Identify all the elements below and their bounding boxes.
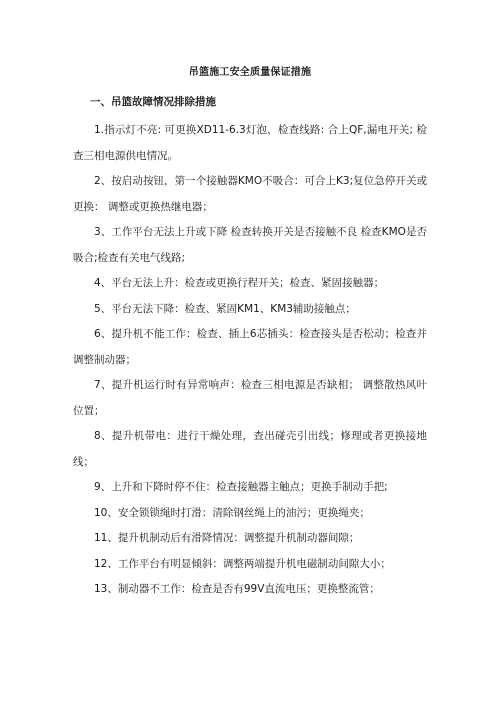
list-item: 3、工作平台无法上升或下降 检查转换开关是否接触不良 检查KMO是否吸合;检查有关电气线路;: [73, 226, 427, 264]
section-heading: 一、吊篮故障情况排除措施: [90, 96, 216, 108]
list-item: 7、提升机运行时有异常响声：检查三相电源是否缺相； 调整散热风叶位置；: [73, 379, 427, 417]
list-item: 13、制动器不工作：检查是否有99V直流电压；更换整流管；: [94, 583, 380, 595]
list-item: 10、安全锁锁绳时打滑：清除钢丝绳上的油污；更换绳夹；: [94, 506, 370, 519]
list-item: 4、平台无法上升：检查或更换行程开关；检查、紧固接触器；: [94, 277, 385, 289]
list-item: 5、平台无法下降：检查、紧固KM1、KM3辅助接触点；: [94, 302, 356, 315]
list-item: 11、提升机制动后有滑降情况：调整提升机制动器间隙；: [94, 532, 360, 544]
document-title: 吊篮施工安全质量保证措施: [188, 67, 312, 78]
list-item: 2、按启动按钮，第一个接触器KMO不吸合：可合上K3;复位急停开关或更换： 调整或更换热继电器；: [73, 175, 427, 213]
list-item: 12、工作平台有明显倾斜：调整两端提升机电磁制动间隙大小；: [94, 557, 391, 570]
list-item: 9、上升和下降时停不住：检查接触器主触点；更换手制动手把;: [94, 481, 388, 493]
list-item: 8、提升机带电：进行干燥处理，查出碰壳引出线；修理或者更换接地线；: [73, 430, 427, 468]
list-item: 1.指示灯不亮: 可更换XD11-6.3灯泡，检查线路: 合上QF,漏电开关; 检查三相电源供电情况。: [73, 124, 427, 162]
list-item: 6、提升机不能工作：检查、插上6芯插头：检查接头是否松动；检查并调整制动器；: [73, 328, 427, 366]
